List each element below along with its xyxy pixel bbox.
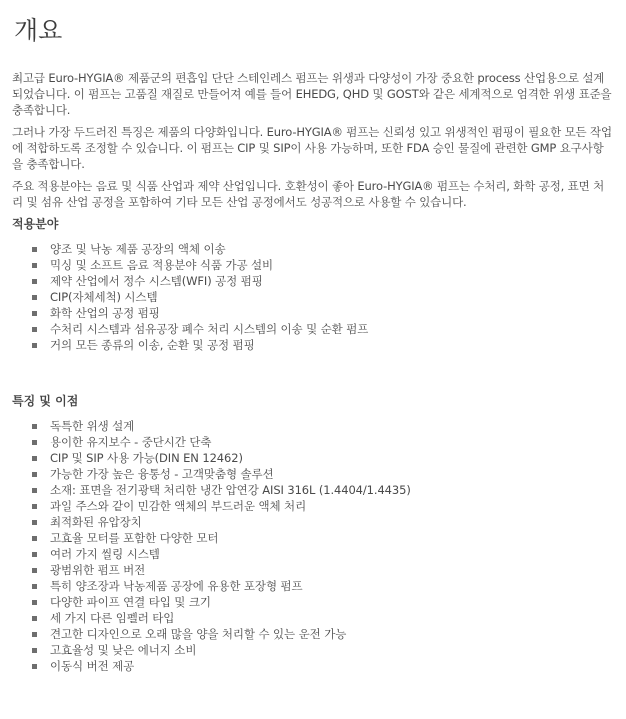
- list-item: 광범위한 펌프 버전: [32, 562, 614, 578]
- list-item: CIP 및 SIP 사용 가능(DIN EN 12462): [32, 450, 614, 466]
- features-heading: 특징 및 이점: [12, 394, 79, 408]
- list-item: 소재: 표면을 전기광택 처리한 냉간 압연강 AISI 316L (1.4404/1.4435): [32, 482, 614, 498]
- list-item: 세 가지 다른 임펠러 타입: [32, 610, 614, 626]
- list-item: 과일 주스와 같이 민감한 액체의 부드러운 액체 처리: [32, 498, 614, 514]
- list-item: 수처리 시스템과 섬유공장 폐수 처리 시스템의 이송 및 순환 펌프: [32, 321, 614, 337]
- intro-paragraph-3: 주요 적용분야는 음료 및 식품 산업과 제약 산업입니다. 호환성이 좋아 Euro-HYGIA® 펌프는 수처리, 화학 공정, 표면 처리 및 섬유 산업 공정을 포함하여 기타 모든 산업 공정에서도 성공적으로 사용할 수 있습니다.: [12, 179, 605, 209]
- list-item: 다양한 파이프 연결 타입 및 크기: [32, 594, 614, 610]
- list-item: 견고한 디자인으로 오래 많을 양을 처리할 수 있는 운전 가능: [32, 626, 614, 642]
- list-item: 믹싱 및 소프트 음료 적용분야 식품 가공 설비: [32, 257, 614, 273]
- list-item: 특히 양조장과 낙농제품 공장에 유용한 포장형 펌프: [32, 578, 614, 594]
- list-item: 제약 산업에서 정수 시스템(WFI) 공정 펌핑: [32, 273, 614, 289]
- list-item: 고효율성 및 낮은 에너지 소비: [32, 642, 614, 658]
- intro-section: [12, 70, 614, 210]
- features-list: [12, 418, 614, 674]
- list-item: 거의 모든 종류의 이송, 순환 및 공정 펌핑: [32, 337, 614, 353]
- list-item: 고효율 모터를 포함한 다양한 모터: [32, 530, 614, 546]
- intro-paragraph-2: 그러나 가장 두드러진 특징은 제품의 다양화입니다. Euro-HYGIA® 펌프는 신뢰성 있고 위생적인 펌핑이 필요한 모든 작업에 적합하도록 조정할 수 있습니다. 이 펌프는 CIP 및 SIP이 사용 가능하며, 또한 FDA 승인 물질에 관련한 GMP 요구사항을 충족합니다.: [12, 125, 612, 171]
- list-item: 독특한 위생 설계: [32, 418, 614, 434]
- list-item: 이동식 버전 제공: [32, 658, 614, 674]
- page-title: 개요: [14, 16, 63, 45]
- list-item: 최적화된 유압장치: [32, 514, 614, 530]
- list-item: CIP(자체세척) 시스템: [32, 289, 614, 305]
- list-item: 가능한 가장 높은 융통성 - 고객맞춤형 솔루션: [32, 466, 614, 482]
- list-item: 양조 및 낙농 제품 공장의 액체 이송: [32, 241, 614, 257]
- list-item: 화학 산업의 공정 펌핑: [32, 305, 614, 321]
- intro-paragraph-1: 최고급 Euro-HYGIA® 제품군의 편흡입 단단 스테인레스 펌프는 위생과 다양성이 가장 중요한 process 산업용으로 설계되었습니다. 이 펌프는 고품질 재질로 만들어져 예를 들어 EHEDG, QHD 및 GOST와 같은 세계적으로 엄격한 위생 표준을 충족합니다.: [12, 71, 612, 117]
- list-item: 여러 가지 씰링 시스템: [32, 546, 614, 562]
- applications-list: [12, 241, 614, 353]
- applications-heading: 적용분야: [12, 217, 59, 231]
- list-item: 용이한 유지보수 - 중단시간 단축: [32, 434, 614, 450]
